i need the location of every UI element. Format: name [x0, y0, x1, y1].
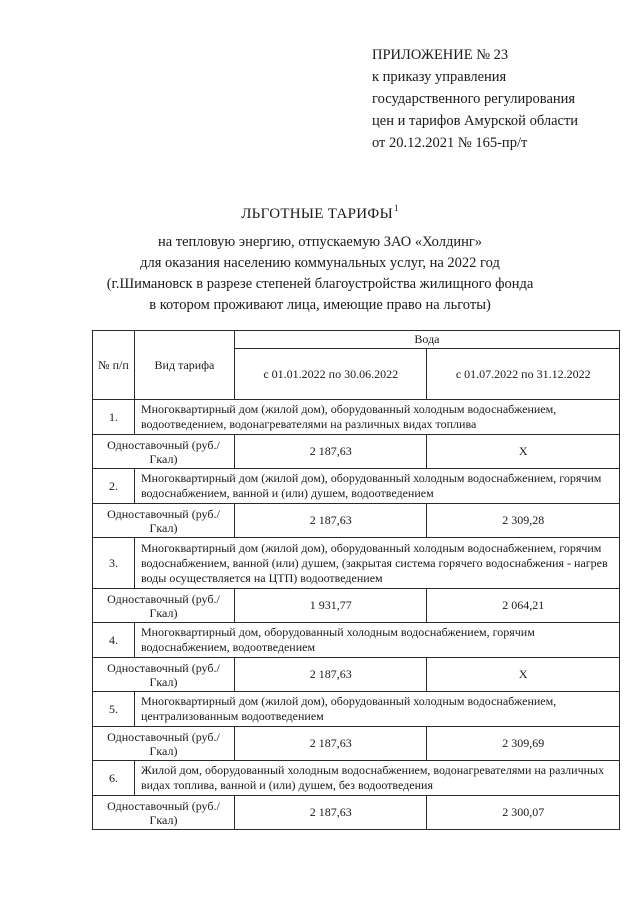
table-body: [93, 400, 620, 830]
document-subtitle: [0, 232, 640, 316]
rate-type-label: Одноставочный (руб./Гкал): [93, 589, 235, 623]
document-title: [0, 203, 640, 223]
table-header-row: [93, 331, 620, 349]
tariff-value-period-2: 2 064,21: [427, 589, 620, 623]
row-number: 6.: [93, 761, 135, 796]
rate-type-label: Одноставочный (руб./Гкал): [93, 504, 235, 538]
tariff-value-period-2: 2 309,69: [427, 727, 620, 761]
table-row: [93, 469, 620, 504]
tariff-value-period-2: Х: [427, 658, 620, 692]
header-tariff-type: Вид тарифа: [134, 331, 234, 400]
row-description: Многоквартирный дом (жилой дом), оборудованный холодным водоснабжением, водоотведением, водонагревателями на различных видах топлива: [134, 400, 619, 435]
tariff-value-period-2: 2 309,28: [427, 504, 620, 538]
row-number: 2.: [93, 469, 135, 504]
tariff-value-period-1: 2 187,63: [234, 727, 427, 761]
appendix-line: от 20.12.2021 № 165-пр/т: [372, 135, 528, 151]
row-description: Многоквартирный дом, оборудованный холодным водоснабжением, горячим водоснабжением, водоотведением: [134, 623, 619, 658]
table-row-values: [93, 435, 620, 469]
subtitle-line: (г.Шимановск в разрезе степеней благоустройства жилищного фонда: [106, 276, 534, 292]
table-row: [93, 538, 620, 589]
document-title-text: ЛЬГОТНЫЕ ТАРИФЫ: [241, 206, 393, 222]
tariff-value-period-1: 2 187,63: [234, 504, 427, 538]
table-row-values: [93, 727, 620, 761]
rate-type-label: Одноставочный (руб./Гкал): [93, 796, 235, 830]
footnote-mark: 1: [393, 203, 399, 213]
tariff-value-period-2: Х: [427, 435, 620, 469]
tariff-value-period-1: 2 187,63: [234, 796, 427, 830]
tariff-table: [92, 330, 620, 830]
tariff-value-period-1: 2 187,63: [234, 435, 427, 469]
tariff-value-period-1: 2 187,63: [234, 658, 427, 692]
row-description: Многоквартирный дом (жилой дом), оборудованный холодным водоснабжением, централизованным водоотведением: [134, 692, 619, 727]
row-number: 4.: [93, 623, 135, 658]
row-number: 3.: [93, 538, 135, 589]
table-row: [93, 692, 620, 727]
header-water: Вода: [234, 331, 619, 349]
appendix-line: ПРИЛОЖЕНИЕ № 23: [372, 47, 509, 63]
table-row-values: [93, 796, 620, 830]
tariff-value-period-2: 2 300,07: [427, 796, 620, 830]
table-row: [93, 400, 620, 435]
header-num: № п/п: [93, 331, 135, 400]
appendix-block: [372, 44, 578, 154]
row-number: 1.: [93, 400, 135, 435]
header-period-1: с 01.01.2022 по 30.06.2022: [234, 349, 427, 400]
appendix-line: цен и тарифов Амурской области: [372, 113, 579, 129]
appendix-line: к приказу управления: [372, 69, 507, 85]
row-description: Многоквартирный дом (жилой дом), оборудованный холодным водоснабжением, горячим водоснабжением, ванной и (или) душем, водоотведением: [134, 469, 619, 504]
row-number: 5.: [93, 692, 135, 727]
row-description: Жилой дом, оборудованный холодным водоснабжением, водонагревателями на различных видах топлива, ванной и (или) душем, без водоотведения: [134, 761, 619, 796]
subtitle-line: на тепловую энергию, отпускаемую ЗАО «Холдинг»: [157, 234, 483, 250]
header-period-2: с 01.07.2022 по 31.12.2022: [427, 349, 620, 400]
table-row: [93, 761, 620, 796]
rate-type-label: Одноставочный (руб./Гкал): [93, 435, 235, 469]
table-row-values: [93, 589, 620, 623]
subtitle-line: в котором проживают лица, имеющие право на льготы): [149, 297, 491, 313]
subtitle-line: для оказания населению коммунальных услуг, на 2022 год: [140, 255, 500, 271]
row-description: Многоквартирный дом (жилой дом), оборудованный холодным водоснабжением, горячим водоснабжением, ванной (или) душем, (закрытая система горячего водоснабжения - нагрев воды осуществляется на ЦТП) водоотведением: [134, 538, 619, 589]
table-row-values: [93, 658, 620, 692]
table-row: [93, 623, 620, 658]
appendix-line: государственного регулирования: [372, 91, 576, 107]
rate-type-label: Одноставочный (руб./Гкал): [93, 727, 235, 761]
rate-type-label: Одноставочный (руб./Гкал): [93, 658, 235, 692]
tariff-value-period-1: 1 931,77: [234, 589, 427, 623]
table-row-values: [93, 504, 620, 538]
